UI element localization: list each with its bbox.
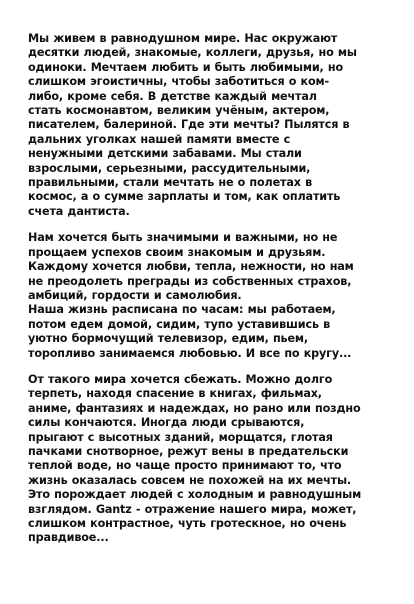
text-line: взрослыми, серьезными, рассудительными, — [28, 161, 311, 175]
text-line: силы кончаются. Иногда люди срываются, — [28, 416, 305, 430]
paragraph-1 — [28, 32, 392, 219]
text-line: прощаем успехов своим знакомым и друзьям. — [28, 245, 326, 259]
text-line: слишком контрастное, чуть гротескное, но очень — [28, 517, 347, 530]
text-line: жизнь оказалась совсем не похожей на их мечты. — [28, 473, 352, 487]
text-line: пачками снотворное, режут вены в предательски — [28, 444, 349, 458]
text-line: счета дантиста. — [28, 204, 130, 218]
text-line: Это порождает людей с холодным и равнодушным — [28, 488, 362, 502]
text-line: не преодолеть преграды из собственных страхов, — [28, 274, 352, 288]
text-line: терпеть, находя спасение в книгах, фильмах, — [28, 387, 322, 401]
text-line: правдивое... — [28, 531, 109, 545]
paragraph-gap — [28, 361, 392, 373]
text-line: Нам хочется быть значимыми и важными, но не — [28, 231, 338, 245]
paragraph-2 — [28, 231, 392, 361]
text-line: прыгают с высотных зданий, морщатся, глотая — [28, 430, 333, 444]
text-line: торопливо занимаемся любовью. И все по кругу... — [28, 346, 352, 360]
text-line: десятки людей, знакомые, коллеги, друзья, но мы — [28, 46, 357, 60]
text-line: взглядом. Gantz - отражение нашего мира, может, — [28, 502, 357, 516]
text-line: ненужными детскими забавами. Мы стали — [28, 147, 302, 161]
paragraph-gap — [28, 219, 392, 231]
text-line: дальних уголках нашей памяти вместе с — [28, 132, 291, 146]
text-line: теплой воде, но чаще просто принимают то, что — [28, 459, 342, 473]
text-line: космос, а о сумме зарплаты и том, как оплатить — [28, 190, 341, 204]
text-line: правильными, стали мечтать не о полетах в — [28, 176, 313, 190]
text-line: стать космонавтом, великим учёным, актером, — [28, 104, 330, 118]
text-line: аниме, фантазиях и надеждах, но рано или поздно — [28, 401, 361, 415]
text-line: слишком эгоистичны, чтобы заботиться о ком- — [28, 75, 330, 89]
paragraph-3 — [28, 373, 392, 546]
text-line: уютно бормочущий телевизор, едим, пьем, — [28, 332, 309, 346]
text-line: Мы живем в равнодушном мире. Нас окружают — [28, 32, 338, 45]
text-line: либо, кроме себя. В детстве каждый мечтал — [28, 89, 317, 103]
text-line: одиноки. Мечтаем любить и быть любимыми, но — [28, 60, 343, 74]
text-line: писателем, балериной. Где эти мечты? Пылятся в — [28, 118, 350, 132]
text-line: От такого мира хочется сбежать. Можно долго — [28, 372, 333, 386]
text-line: Каждому хочется любви, тепла, нежности, но нам — [28, 260, 354, 274]
text-line: Наша жизнь расписана по часам: мы работаем, — [28, 303, 336, 317]
text-line: амбиций, гордости и самолюбия. — [28, 288, 242, 302]
text-line: потом едем домой, сидим, тупо уставившись в — [28, 317, 331, 331]
